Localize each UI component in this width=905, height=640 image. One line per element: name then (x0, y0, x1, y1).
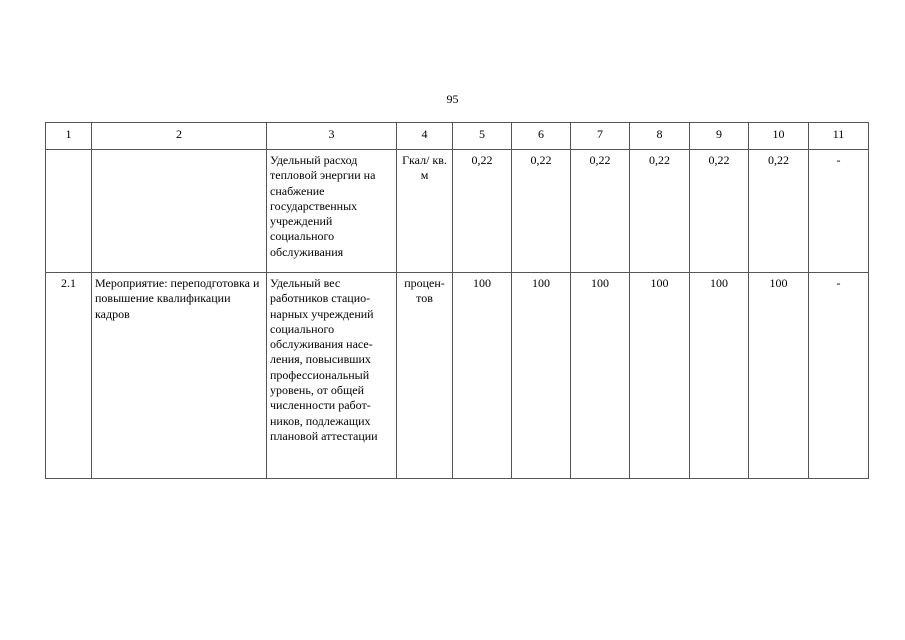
value-cell: 0,22 (453, 150, 512, 273)
value-cell: 0,22 (512, 150, 571, 273)
table-header-row (46, 123, 869, 150)
indicator-cell: Удельный вес работников стацио-нарных учреждений социального обслуживания насе-ления, повысивших профессиональный уровень, от общей численности работ-ников, подлежащих плановой аттестации (267, 273, 397, 479)
column-header: 10 (749, 123, 809, 150)
value-cell: 0,22 (571, 150, 630, 273)
value-cell: 100 (749, 273, 809, 479)
value-cell: 100 (512, 273, 571, 479)
column-header: 1 (46, 123, 92, 150)
unit-cell: Гкал/ кв. м (397, 150, 453, 273)
column-header: 8 (630, 123, 690, 150)
column-header: 9 (690, 123, 749, 150)
column-header: 2 (92, 123, 267, 150)
column-header: 5 (453, 123, 512, 150)
indicator-cell: Удельный расход тепловой энергии на снабжение государственных учреждений социального обслуживания (267, 150, 397, 273)
indicators-table (45, 122, 869, 479)
column-header: 4 (397, 123, 453, 150)
unit-cell: процен-тов (397, 273, 453, 479)
value-cell: 100 (630, 273, 690, 479)
value-cell: 0,22 (630, 150, 690, 273)
measure-cell (92, 150, 267, 273)
column-header: 11 (809, 123, 869, 150)
value-cell: 0,22 (690, 150, 749, 273)
column-header: 6 (512, 123, 571, 150)
value-cell: 0,22 (749, 150, 809, 273)
value-cell: 100 (453, 273, 512, 479)
row-number: 2.1 (46, 273, 92, 479)
col11-cell: - (809, 150, 869, 273)
column-header: 7 (571, 123, 630, 150)
value-cell: 100 (571, 273, 630, 479)
col11-cell: - (809, 273, 869, 479)
table-row (46, 150, 869, 273)
table-row (46, 273, 869, 479)
measure-cell: Мероприятие: переподготовка и повышение квалификации кадров (92, 273, 267, 479)
value-cell: 100 (690, 273, 749, 479)
column-header: 3 (267, 123, 397, 150)
page-number: 95 (446, 92, 459, 106)
row-number (46, 150, 92, 273)
